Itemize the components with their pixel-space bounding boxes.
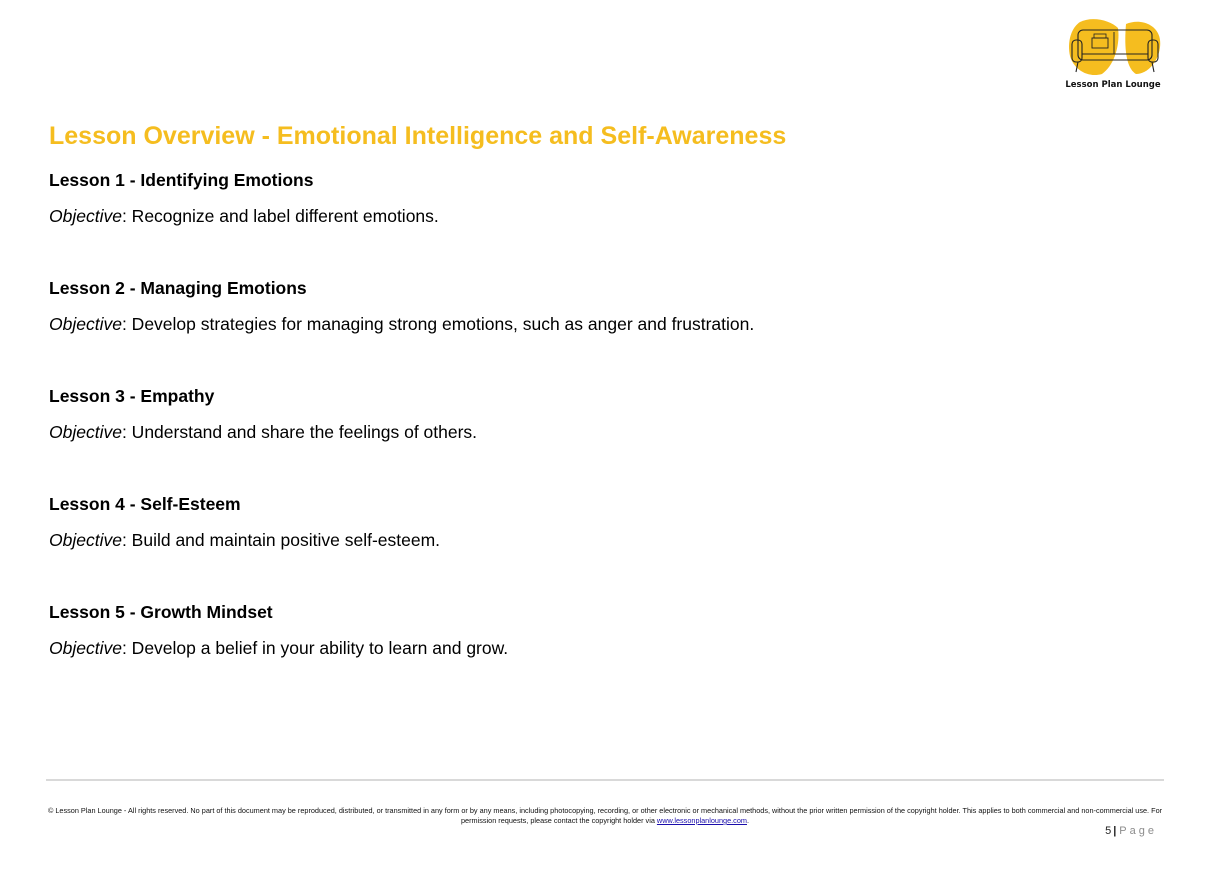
objective-text: : Understand and share the feelings of others. [121, 422, 478, 442]
lesson-heading: Lesson 2 - Managing Emotions [49, 278, 307, 298]
footer-divider [46, 779, 1164, 781]
copyright-end: . [746, 816, 749, 825]
objective-text: : Develop a belief in your ability to learn and grow. [121, 638, 509, 658]
website-link[interactable]: www.lessonplanlounge.com [656, 816, 747, 825]
objective-label: Objective [49, 638, 122, 658]
lesson-heading: Lesson 3 - Empathy [49, 386, 215, 406]
page-number [1105, 825, 1157, 837]
page-title: Lesson Overview - Emotional Intelligence and Self-Awareness [49, 122, 787, 150]
page-separator: | [1113, 825, 1117, 837]
lesson-4 [49, 494, 440, 551]
lesson-5 [49, 602, 508, 659]
lesson-heading: Lesson 4 - Self-Esteem [49, 494, 241, 514]
lesson-objective [49, 206, 439, 227]
lesson-objective [49, 530, 440, 551]
copyright-text: © Lesson Plan Lounge - All rights reserved. No part of this document may be reproduced, distributed, or transmitted in any form or by any means, including photocopying, recording, or other electronic or mechanical methods, without the prior written permission of the copyright holder. This applies to both commercial and non-commercial use. For permission requests, please contact the copyright holder via [47, 806, 1163, 825]
objective-label: Objective [49, 206, 122, 226]
objective-label: Objective [49, 422, 122, 442]
lesson-heading: Lesson 5 - Growth Mindset [49, 602, 273, 622]
lesson-objective [49, 422, 477, 443]
objective-label: Objective [49, 530, 122, 550]
objective-text: : Recognize and label different emotions. [121, 206, 439, 226]
lesson-2 [49, 278, 754, 335]
objective-text: : Develop strategies for managing strong emotions, such as anger and frustration. [121, 314, 755, 334]
lesson-3 [49, 386, 477, 443]
brand-name: Lesson Plan Lounge [1065, 80, 1161, 90]
lesson-objective [49, 638, 508, 659]
brand-logo [1064, 18, 1164, 94]
objective-label: Objective [49, 314, 122, 334]
page-label: Page [1119, 825, 1157, 837]
lesson-heading: Lesson 1 - Identifying Emotions [49, 170, 314, 190]
lesson-objective [49, 314, 754, 335]
copyright-notice [46, 806, 1164, 826]
page-number-value: 5 [1105, 825, 1112, 837]
objective-text: : Build and maintain positive self-esteem. [121, 530, 441, 550]
lesson-1 [49, 170, 439, 227]
sofa-icon [1066, 18, 1162, 80]
